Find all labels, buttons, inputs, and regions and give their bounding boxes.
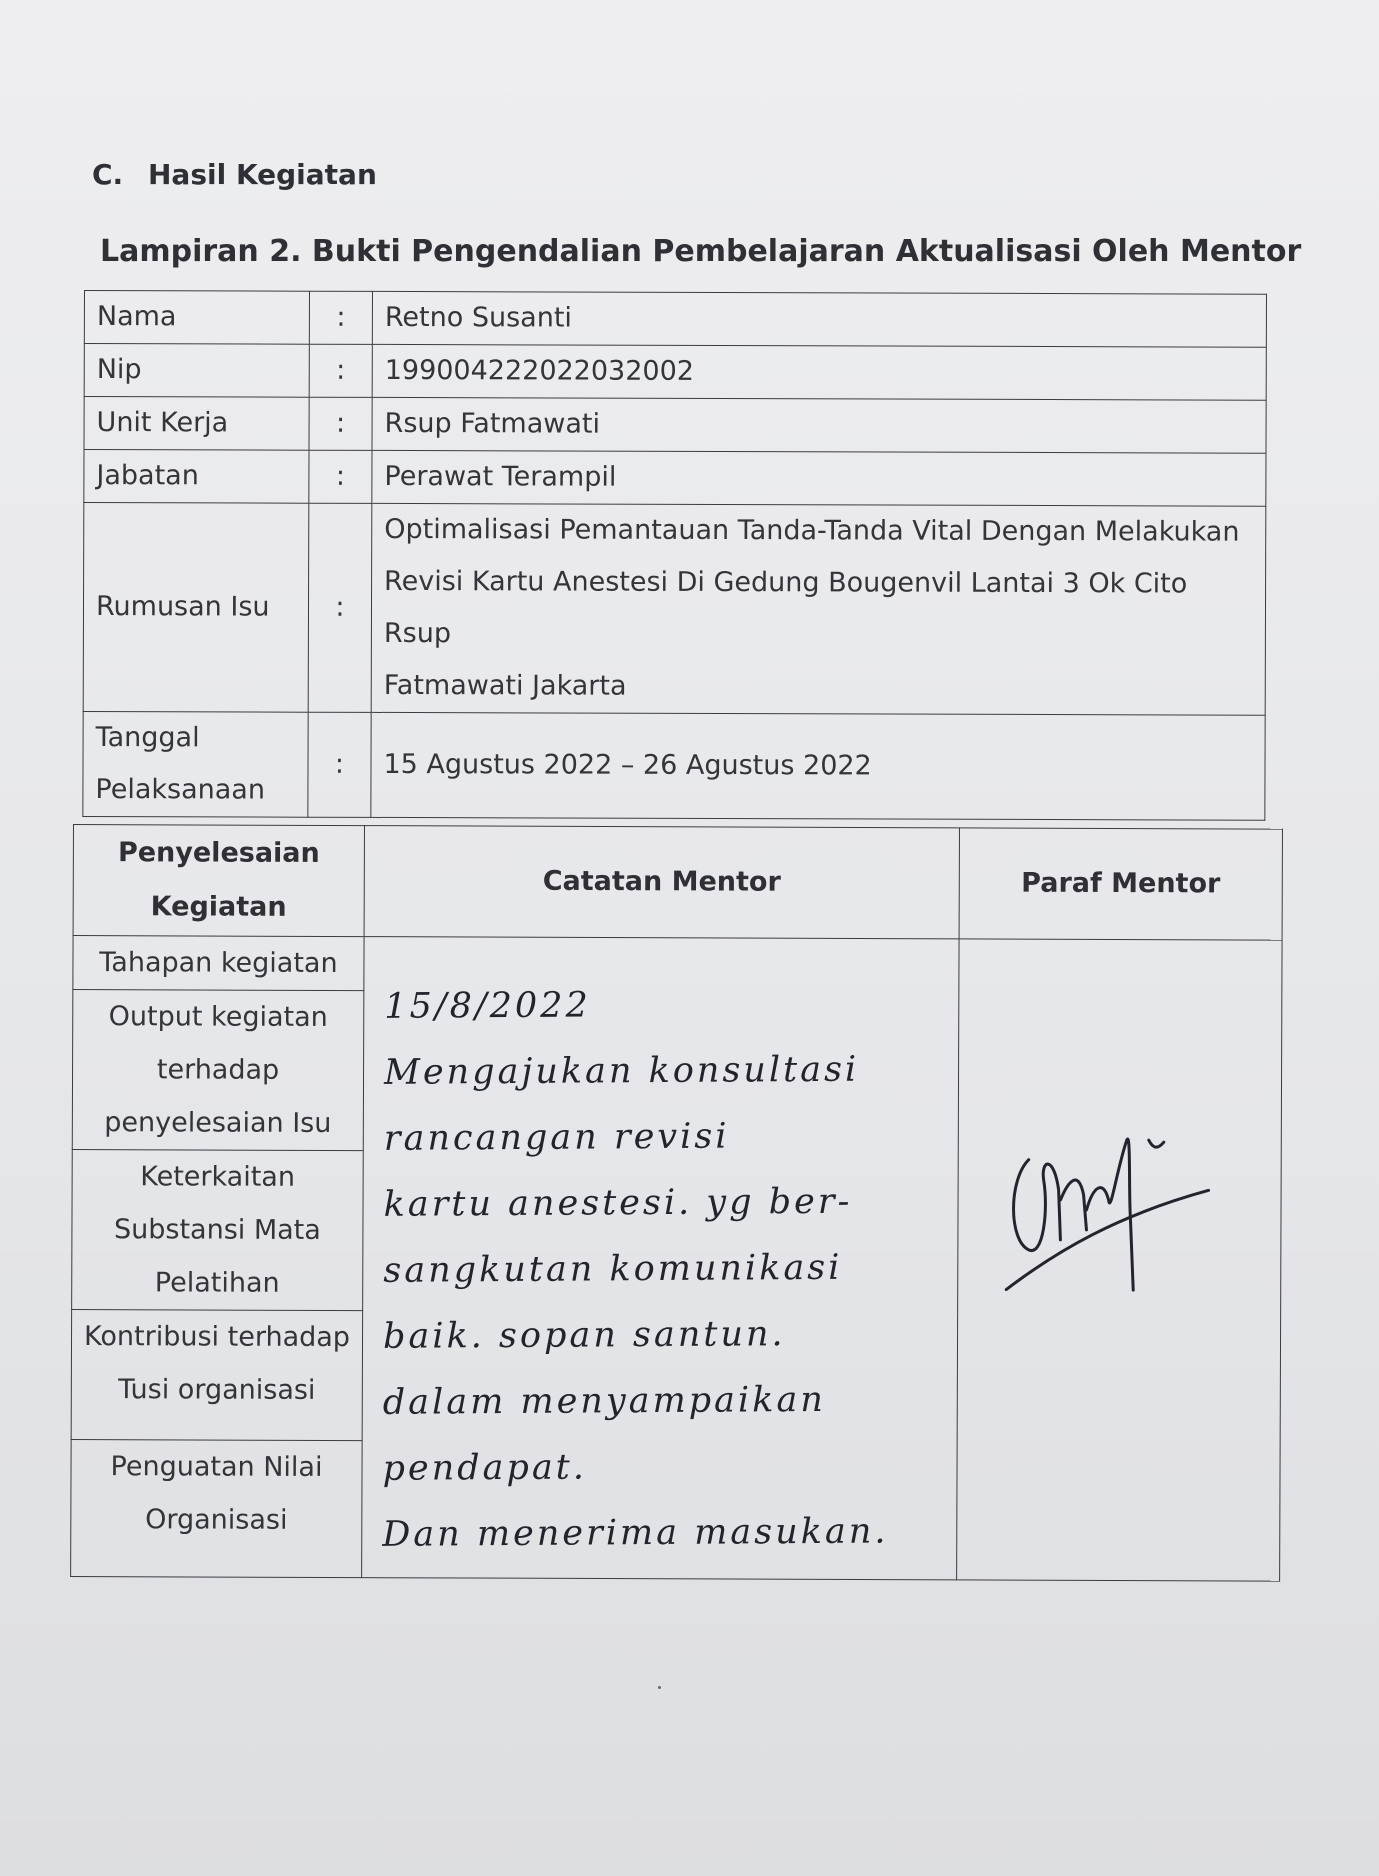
stage-line: Output kegiatan [108, 1001, 328, 1033]
handwritten-notes [382, 971, 890, 1567]
section-heading [92, 158, 377, 191]
notes-header: Catatan Mentor [364, 826, 959, 939]
signature-cell [957, 939, 1282, 1581]
stage-line: Substansi Mata [113, 1214, 321, 1246]
attachment-title: Lampiran 2. Bukti Pengendalian Pembelajaran Aktualisasi Oleh Mentor [100, 234, 1302, 269]
unit-label: Unit Kerja [84, 397, 309, 451]
stage-cell [71, 1439, 363, 1577]
stage-line: Kontribusi terhadap [84, 1321, 351, 1354]
issue-line: Fatmawati Jakarta [383, 669, 627, 702]
stage-header [73, 825, 364, 937]
mentor-table [70, 824, 1283, 1582]
nip-value: 199004222022032002 [372, 344, 1266, 400]
mentor-signature [998, 1100, 1219, 1301]
stage-cell [72, 1149, 364, 1310]
stage-line: terhadap [156, 1054, 280, 1086]
position-label: Jabatan [84, 450, 309, 504]
identity-row-name [84, 291, 1266, 348]
issue-line: Optimalisasi Pemantauan Tanda-Tanda Vital Dengan Melakukan [384, 513, 1240, 548]
handwritten-line: pendapat. [382, 1447, 588, 1489]
identity-table [82, 290, 1267, 821]
handwritten-line: Mengajukan konsultasi [383, 1049, 860, 1093]
position-separator: : [309, 450, 372, 503]
unit-separator: : [309, 397, 372, 450]
handwritten-line: sangkutan komunikasi [383, 1247, 843, 1291]
nip-label: Nip [84, 344, 309, 398]
handwritten-line: baik. sopan santun. [382, 1314, 786, 1357]
handwritten-line: Dan menerima masukan. [382, 1511, 889, 1555]
stage-line: Organisasi [145, 1504, 288, 1536]
identity-row-unit [84, 397, 1266, 454]
stage-cell [71, 1309, 362, 1440]
mentor-header-row [73, 825, 1282, 941]
identity-row-issue [83, 503, 1266, 716]
stage-line: Keterkaitan [140, 1161, 296, 1193]
issue-separator: : [308, 503, 372, 712]
paper-speck [658, 1686, 661, 1689]
date-label-line: Tanggal [95, 722, 200, 754]
name-label: Nama [84, 291, 309, 345]
name-separator: : [309, 291, 372, 344]
issue-line: Revisi Kartu Anestesi Di Gedung Bougenvil Lantai 3 Ok Cito Rsup [383, 565, 1188, 650]
issue-value [371, 503, 1266, 715]
stage-line: Penguatan Nilai [110, 1451, 323, 1483]
signature-header: Paraf Mentor [959, 828, 1282, 940]
identity-row-date [83, 711, 1265, 820]
notes-cell [362, 937, 959, 1580]
issue-label: Rumusan Isu [83, 503, 309, 713]
handwritten-line: rancangan revisi [383, 1116, 730, 1159]
name-value: Retno Susanti [372, 291, 1266, 347]
nip-separator: : [309, 344, 372, 397]
stage-row [73, 936, 1282, 995]
date-label-line: Pelaksanaan [95, 774, 266, 806]
identity-row-nip [84, 344, 1266, 401]
handwritten-line: kartu anestesi. yg ber- [383, 1181, 853, 1225]
section-letter: C. [92, 158, 124, 191]
date-separator: : [308, 712, 371, 817]
position-value: Perawat Terampil [372, 450, 1266, 506]
identity-row-position [84, 450, 1266, 507]
stage-header-line: Penyelesaian [117, 837, 320, 869]
stage-cell [73, 936, 364, 991]
stage-cell [72, 990, 364, 1151]
handwritten-line: 15/8/2022 [384, 985, 591, 1027]
stage-header-line: Kegiatan [150, 891, 287, 923]
unit-value: Rsup Fatmawati [372, 397, 1266, 453]
stage-line: penyelesaian Isu [104, 1107, 332, 1139]
stage-line: Tusi organisasi [118, 1374, 316, 1406]
stage-line: Tahapan kegiatan [99, 947, 338, 980]
stage-line: Pelatihan [154, 1267, 280, 1299]
date-value: 15 Agustus 2022 – 26 Agustus 2022 [371, 712, 1265, 820]
date-label [83, 711, 308, 817]
section-title: Hasil Kegiatan [148, 158, 377, 191]
handwritten-line: dalam menyampaikan [382, 1379, 826, 1423]
